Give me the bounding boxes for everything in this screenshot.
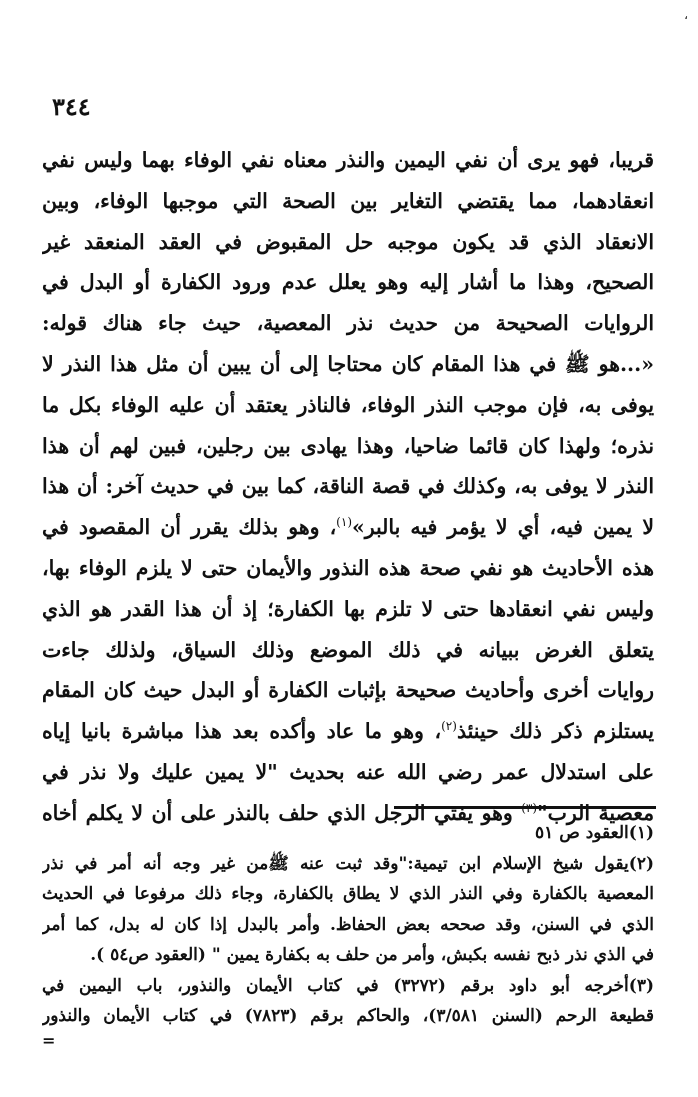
text-line: انعقادهما، مما يقتضي التغاير بين الصحة التي موجبها الوفاء، وبين	[42, 188, 654, 213]
footnote-2-line: في الذي نذر ذبح نفسه بكبش، وأمر من حلف به بكفارة يمين " (العقود ص٥٤ ).	[90, 945, 654, 965]
footnote-ref-3[interactable]: (٣)	[521, 800, 538, 815]
line-segment: وهو يفتي الرجل الذي حلف بالنذر على أن لا يكلم أخاه	[42, 800, 522, 825]
text-line: «...هو ﷺ في هذا المقام كان محتاجا إلى أن يبين أن مثل هذا النذر لا	[42, 351, 654, 376]
text-line: روايات أخرى وأحاديث صحيحة بإثبات الكفارة أو البدل حيث كان المقام	[42, 678, 654, 703]
text-line: وليس نفي انعقادها حتى لا تلزم بها الكفارة؛ إذ أن هذا القدر هو الذي	[42, 596, 654, 621]
main-text	[42, 140, 654, 834]
line-segment: لا يمين فيه، أي لا يؤمر فيه بالبر»	[352, 515, 654, 540]
text-line: الروايات الصحيحة من حديث نذر المعصية، حيث جاء هناك قوله:	[42, 311, 654, 336]
text-line: يوفى به، فإن موجب النذر الوفاء، فالناذر يعتقد أن عليه الوفاء بكل ما	[42, 392, 654, 417]
footnote-ref-2[interactable]: (٢)	[441, 719, 457, 734]
footnote-2-line: الذي في السنن، وقد صححه بعض الحفاظ. وأمر بالبدل إذا كان له بدل، كما أمر	[42, 914, 654, 935]
line-segment: ، وهو ما عاد وأكده بعد هذا مباشرة بانيا إياه	[42, 719, 442, 744]
text-line	[42, 507, 654, 548]
footnote-2-line: (٢)يقول شيخ الإسلام ابن تيمية:"وقد ثبت عنه ﷺمن غير وجه أنه أمر في نذر	[42, 853, 654, 874]
continuation-mark: =	[42, 1030, 56, 1050]
footnote-2-line: المعصية بالكفارة وفي النذر الذي لا يطاق بالكفارة، وجاء ذلك مرفوعا في الحديث	[42, 884, 654, 904]
text-line: النذر لا يوفى به، وكذلك في قصة الناقة، كما بين في حديث آخر: أن هذا	[42, 474, 654, 499]
footnote-3-line: (٣)أخرجه أبو داود برقم (٣٢٧٢) في كتاب الأيمان والنذور، باب اليمين في	[42, 975, 654, 996]
footnote-3-line: قطيعة الرحم (السنن ٣/٥٨١)، والحاكم برقم (٧٨٢٣) في كتاب الأيمان والنذور	[42, 1006, 654, 1026]
line-segment: ، وهو بذلك يقرر أن المقصود في	[42, 515, 337, 540]
page-number: ٣٤٤	[52, 92, 91, 121]
text-line: هذه الأحاديث هو نفي صحة هذه النذور والأيمان حتى لا يلزم الوفاء بها،	[42, 555, 654, 580]
footnote-1: (١)العقود ص ٥١	[535, 823, 654, 843]
text-line: الانعقاد الذي قد يكون موجبه حل المقبوض في العقد المنعقد غير	[42, 229, 654, 254]
line-segment: يستلزم ذكر ذلك حينئذ	[456, 719, 654, 744]
footnote-separator	[394, 806, 656, 809]
text-line: على استدلال عمر رضي الله عنه بحديث "لا يمين عليك ولا نذر في	[42, 759, 654, 784]
text-line: نذره؛ ولهذا كان قائما ضاحيا، وهذا يهادى بين رجلين، فبين لهم أن هذا	[42, 433, 654, 458]
text-line: الصحيح، وهذا ما أشار إليه وهو يعلل عدم ورود الكفارة أو البدل في	[42, 270, 654, 295]
line-segment: معصية الرب"	[537, 800, 654, 825]
corner-mark: ،	[684, 8, 688, 22]
footnotes	[42, 818, 654, 1050]
text-line: يتعلق الغرض ببيانه في ذلك الموضع وذلك السياق، ولذلك جاءت	[42, 637, 654, 662]
text-line	[42, 711, 654, 752]
text-line: قريبا، فهو يرى أن نفي اليمين والنذر معناه نفي الوفاء بهما وليس نفي	[42, 148, 654, 172]
footnote-ref-1[interactable]: (١)	[336, 515, 352, 530]
